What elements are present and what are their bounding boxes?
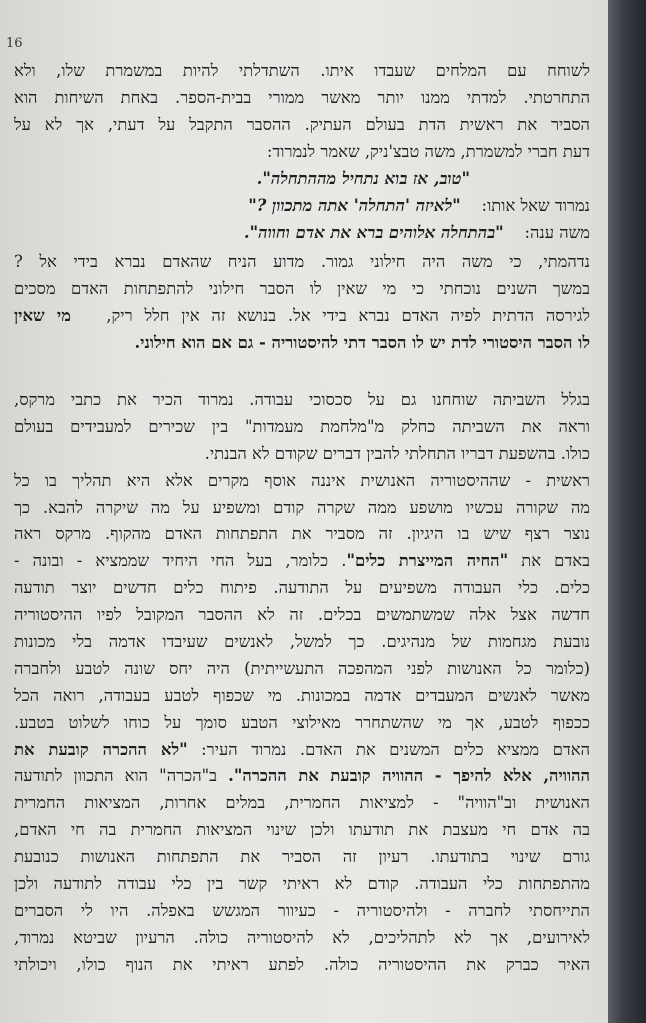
text-line bbox=[14, 548, 590, 575]
paragraph-marx bbox=[14, 387, 590, 979]
bold-span: "החיה המייצרת כלים" bbox=[346, 551, 509, 571]
text-line: וראה את השביתה כחלק מ"מלחמת מעמדות" בין שכירים למעבידים בעולם bbox=[14, 416, 590, 436]
quote-line-1: "טוב, אז בוא נתחיל מההתחלה". bbox=[256, 169, 470, 188]
quote-nimrod-question: "לאיזה 'התחלה' אתה מתכוון ?" bbox=[248, 195, 461, 215]
text-span: . כלומר, בעל החי היחיד שממציא - ובונה - bbox=[14, 551, 347, 571]
text-span: ב"הכרה" הוא התכוון לתודעה bbox=[14, 766, 229, 786]
bold-span: "לא ההכרה קובעת את bbox=[14, 739, 188, 759]
text-line: בגלל השביתה שוחחנו גם על סכסוכי עבודה. נמרוד הכיר את כתבי מרקס, bbox=[14, 390, 590, 409]
text-line: האנושית וב"הוויה" - למציאות החמרית, במלים אחרות, המציאות החמרית bbox=[14, 793, 590, 813]
bold-statement: לו הסבר היסטורי לדת יש לו הסבר דתי להיסטוריה bbox=[271, 332, 590, 352]
text-line bbox=[14, 330, 590, 357]
text-line bbox=[14, 303, 590, 330]
page-number: 16 bbox=[6, 36, 23, 51]
bold-statement-tail: - גם אם הוא חילוני. bbox=[134, 332, 272, 352]
bold-span: ההוויה, אלא להיפך - ההוויה קובעת את ההכרה". bbox=[228, 766, 590, 786]
text-line: כולו. בהשפעת דבריו התחלתי להבין דברים שקודם לא הבנתי. bbox=[204, 443, 590, 463]
text-span: לגירסה הדתית לפיה האדם נברא בידי אל. בנושא זה אין חלל ריק, bbox=[106, 305, 590, 325]
quote-speaker-nimrod: נמרוד שאל אותו: bbox=[481, 195, 590, 215]
quote-speaker-moshe: משה ענה: bbox=[524, 222, 590, 242]
text-line: התייחסתי לחברה - ולהיסטוריה - כעיוור המגשש באפלה. היו לי הסברים bbox=[14, 900, 590, 920]
text-line: חדשה אצל אלה שמשתמשים בכלים. זה לא ההסבר המקובל לפיו ההיסטוריה bbox=[14, 605, 590, 625]
text-line: נדהמתי, כי משה היה חילוני גמור. מדוע הניח שהאדם נברא בידי אל ? bbox=[14, 252, 590, 271]
text-line: דעת חברי למשמרת, משה טבצ'ניק, שאמר לנמרוד: bbox=[266, 141, 590, 161]
text-line: ראשית - שההיסטוריה האנושית איננה אוסף מקרים אלא היא תהליך בו כל bbox=[14, 470, 590, 490]
page-edge-shadow bbox=[608, 0, 646, 1023]
quote-line-2 bbox=[14, 193, 590, 220]
text-line: בה אדם חי מעצבת את תודעתו ולכן שינוי המציאות החמרית בה חי האדם, bbox=[14, 820, 590, 840]
text-line: (כלומר כל האנושות לפני המהפכה התעשייתית) היה יחס שונה לטבע ולחברה bbox=[14, 658, 590, 678]
text-line: לשוחח עם המלחים שעבדו איתו. השתדלתי להיות במשמרת שלו, ולא bbox=[14, 61, 590, 80]
text-span: האדם ממציא כלים המשנים את האדם. נמרוד העיר: bbox=[187, 739, 590, 759]
text-line: כלים. כלי העבודה משפיעים על התודעה. פיתוח כלים חדשים יוצר תודעה bbox=[14, 578, 590, 598]
text-line: מה שקורה עכשיו מושפע ממה שקרה קודם ומשפיע על מה שיקרה להבא. כך bbox=[14, 497, 590, 517]
text-line: מאשר לאנשים המעבדים אדמה במכונות. מי שכפוף לטבע בעבודה, רואה הכל bbox=[14, 685, 590, 705]
text-line: לאירועים, אך לא לתהליכים, לא להיסטוריה כולה. הרעיון שביטא נמרוד, bbox=[14, 927, 590, 947]
text-line: ככפוף לטבע, אך מי שהשתחרר מאילוצי הטבע סומך על כוחו לשלוט בטבע. bbox=[14, 712, 590, 732]
text-line: נוצר רצף שיש בו היגיון. זה מסביר את התפתחות האדם מהקוף. מרקס ראה bbox=[14, 524, 590, 544]
quote-moshe-answer: "בהתחלה אלוהים ברא את אדם וחווה". bbox=[243, 222, 504, 242]
text-line: נובעת מגחמות של מנהיגים. כך למשל, לאנשים שעיבדו אדמה בלי מכונות bbox=[14, 632, 590, 652]
paragraph-shipboard-talks bbox=[14, 58, 590, 166]
text-line: מהתפתחות כלי העבודה. קודם לא ראיתי קשר בין כלי עבודה לתודעה ולכן bbox=[14, 874, 590, 894]
text-line bbox=[14, 737, 590, 764]
text-line: הסביר את ראשית הדת בעולם העתיק. ההסבר התקבל על דעתי, אך לא על bbox=[14, 114, 590, 134]
bold-span: מי שאין bbox=[14, 305, 71, 325]
text-line: התחרטתי. למדתי ממנו יותר מאשר ממורי בבית-הספר. באחת השיחות הוא bbox=[14, 87, 590, 107]
dialogue-quote bbox=[14, 166, 590, 247]
quote-line-3 bbox=[14, 220, 590, 247]
text-line: גורם שינוי בתודעתו. רעיון זה הסביר את התפתחות האנושות כנובעת bbox=[14, 847, 590, 867]
paragraph-secular-history bbox=[14, 249, 590, 357]
text-span: באדם את bbox=[508, 551, 590, 571]
text-line: האיר כברק את ההיסטוריה כולה. לפתע ראיתי את הנוף כולו, ויכולתי bbox=[14, 954, 590, 974]
text-line bbox=[14, 763, 590, 790]
text-line: במשך השנים נוכחתי כי מי שאין לו הסבר חילוני להתפתחות האדם מסכים bbox=[14, 278, 590, 298]
